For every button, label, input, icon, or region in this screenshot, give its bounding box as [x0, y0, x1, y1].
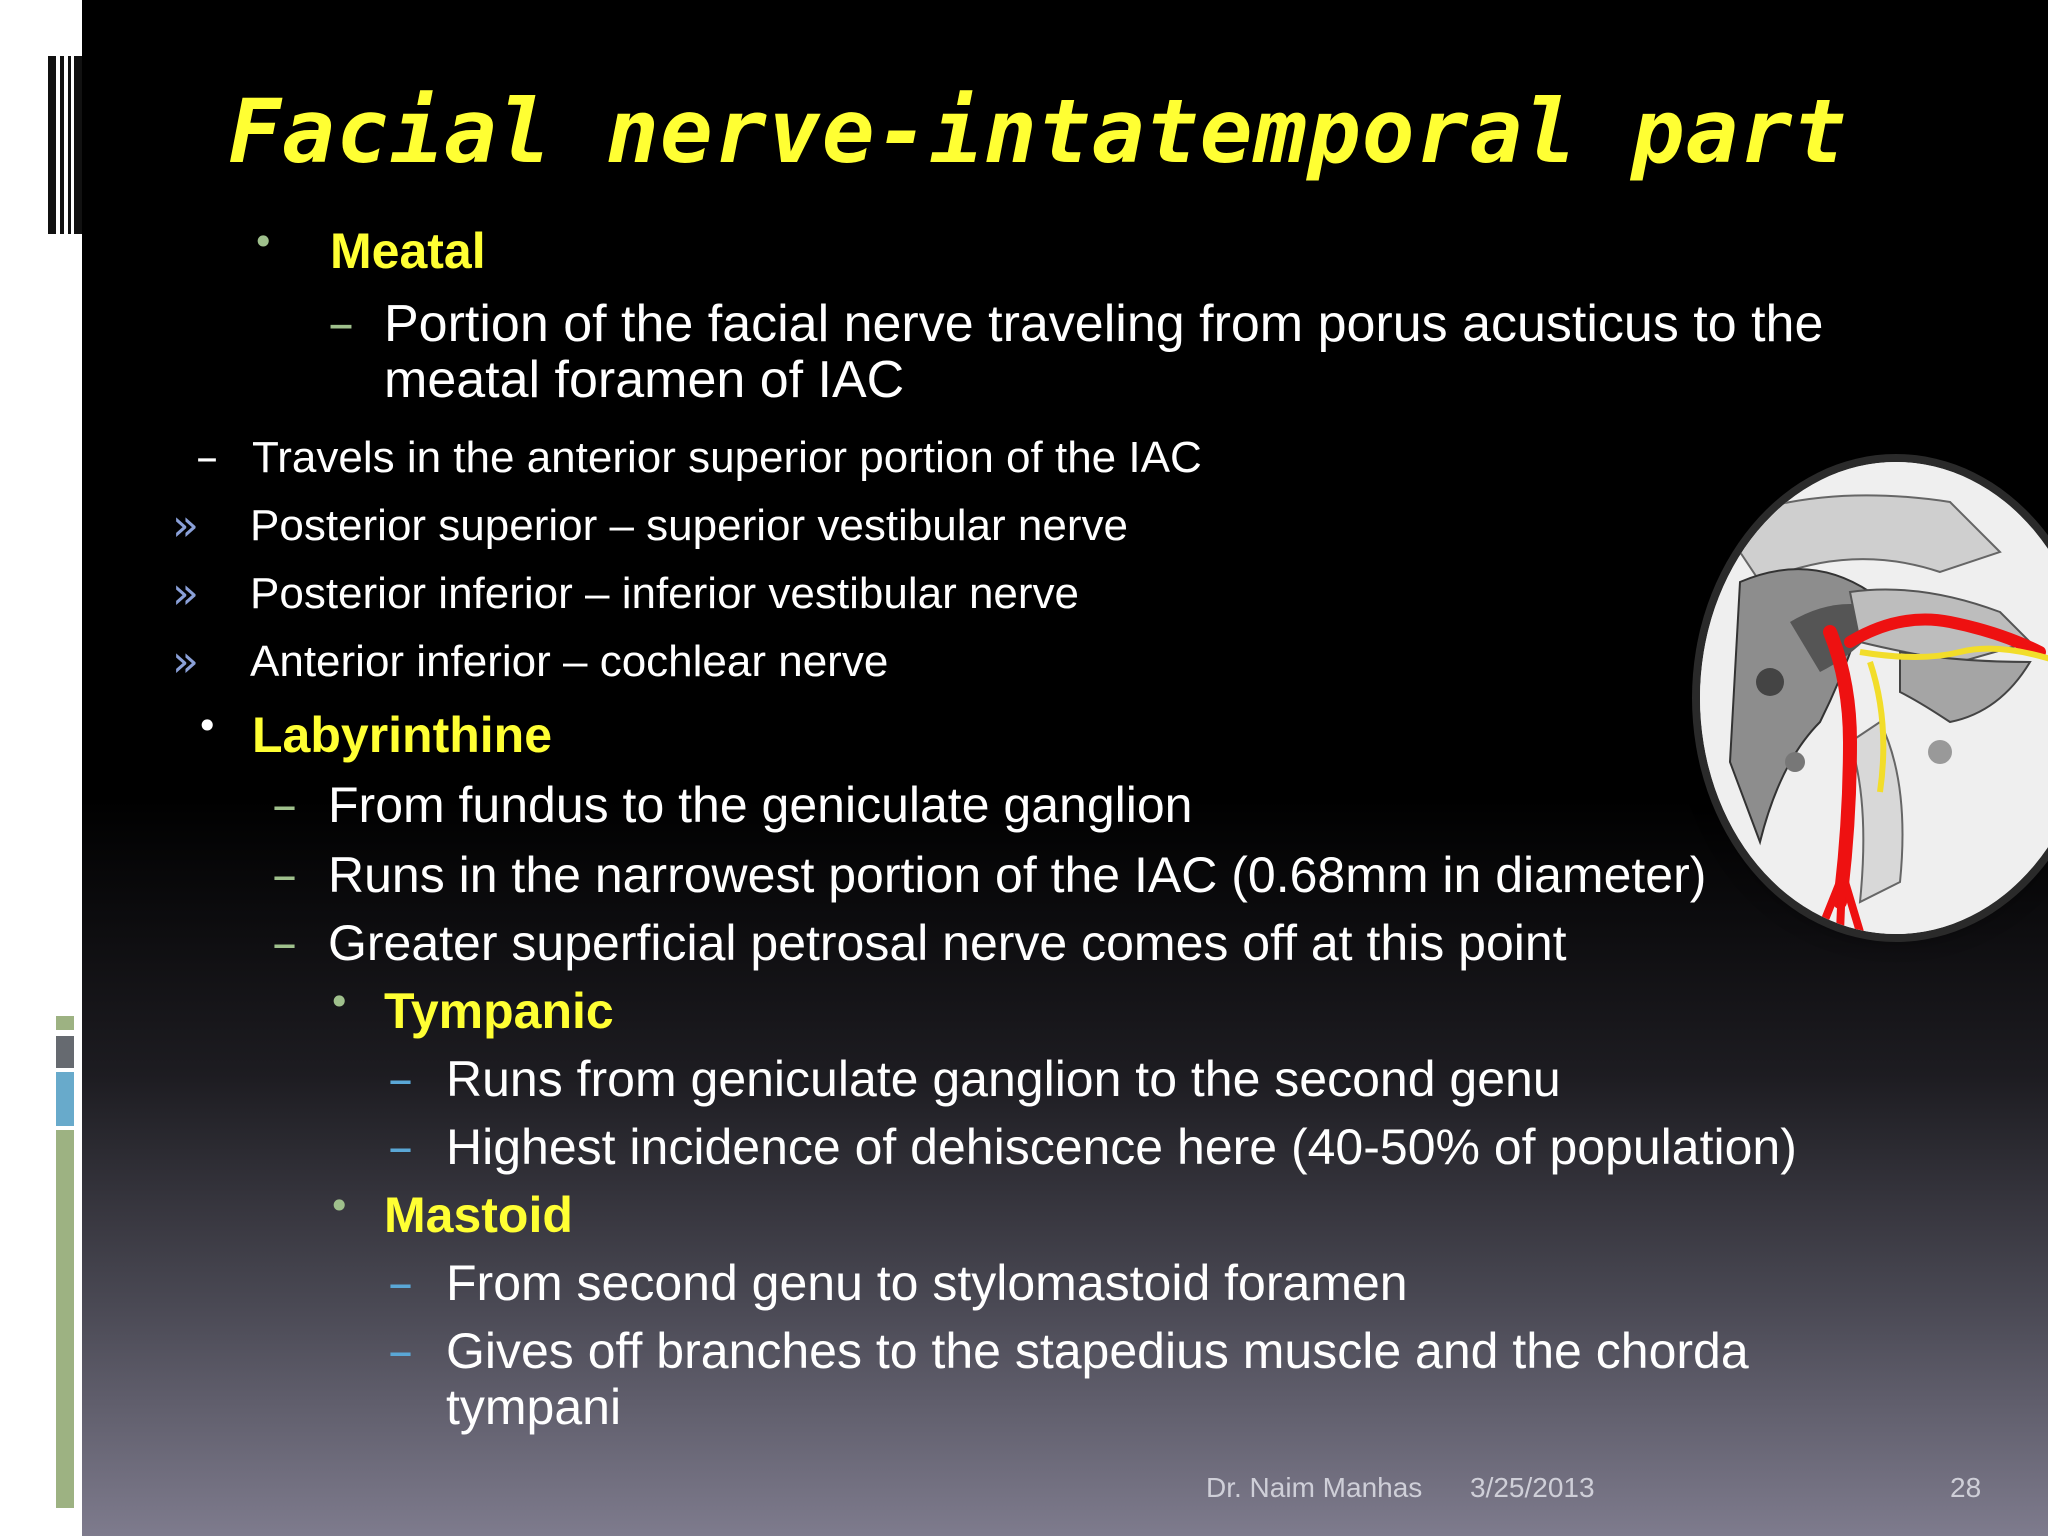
chevron-marker: » — [172, 636, 199, 687]
anatomy-drawing-icon — [1700, 462, 2048, 934]
bullet-iac-travel — [196, 432, 1202, 483]
bullet-text: Meatal — [330, 223, 486, 279]
bullet-tympanic-2 — [388, 1118, 1797, 1176]
dash-marker: – — [388, 1118, 413, 1176]
footer-page-number: 28 — [1950, 1472, 1982, 1503]
bullet-text: Gives off branches to the stapedius muscle and the chorda — [446, 1323, 1749, 1379]
facial-nerve-anatomy-illustration — [1700, 462, 2048, 934]
bullet-anterior-inferior — [172, 636, 888, 687]
bullet-meatal-desc-1 — [328, 294, 1823, 354]
chevron-marker: » — [172, 500, 199, 551]
footer-date: 3/25/2013 — [1470, 1472, 1595, 1503]
dash-marker: – — [388, 1254, 413, 1312]
bullet-text: Posterior inferior – inferior vestibular nerve — [250, 569, 1080, 618]
bullet-marker: • — [328, 1184, 351, 1228]
bullet-mastoid-1 — [388, 1254, 1408, 1312]
bullet-meatal-desc-2 — [384, 350, 904, 410]
dash-marker: – — [272, 914, 297, 972]
bullet-labyrinthine — [196, 706, 552, 764]
bullet-mastoid-2 — [388, 1322, 1749, 1380]
bullet-labyrinthine-3 — [272, 914, 1567, 972]
bullet-meatal — [252, 220, 486, 280]
bullet-posterior-superior — [172, 500, 1128, 551]
bullet-marker: • — [328, 980, 351, 1024]
bullet-labyrinthine-2 — [272, 846, 1706, 904]
dash-marker: – — [196, 432, 218, 483]
slide-canvas — [82, 0, 2048, 1536]
bullet-text: Tympanic — [384, 983, 614, 1039]
bullet-text: Posterior superior – superior vestibular nerve — [250, 501, 1128, 550]
bullet-text: From fundus to the geniculate ganglion — [328, 777, 1193, 833]
bullet-text: tympani — [446, 1379, 622, 1435]
dash-marker: – — [272, 776, 297, 834]
bullet-text: Highest incidence of dehiscence here (40-50% of population) — [446, 1119, 1797, 1175]
bullet-posterior-inferior — [172, 568, 1079, 619]
bullet-text: Travels in the anterior superior portion of the IAC — [252, 433, 1202, 482]
bullet-text: From second genu to stylomastoid foramen — [446, 1255, 1408, 1311]
chevron-marker: » — [172, 568, 199, 619]
bullet-marker: • — [252, 220, 275, 264]
bullet-text: Anterior inferior – cochlear nerve — [250, 637, 889, 686]
dash-marker: – — [388, 1322, 413, 1380]
bullet-text: Labyrinthine — [252, 707, 553, 763]
bullet-text: Runs in the narrowest portion of the IAC (0.68mm in diameter) — [328, 847, 1707, 903]
slide-left-strip — [0, 0, 82, 1536]
decorative-stripes — [46, 56, 82, 234]
footer-author: Dr. Naim Manhas — [1206, 1472, 1423, 1503]
bullet-text: Portion of the facial nerve traveling from porus acusticus to the — [384, 295, 1824, 353]
bullet-marker: • — [196, 704, 219, 748]
bullet-mastoid — [328, 1186, 573, 1244]
bullet-tympanic — [328, 982, 614, 1040]
dash-marker: – — [388, 1050, 413, 1108]
slide-title: Facial nerve-intatemporal part — [228, 80, 1848, 183]
bullet-text: Greater superficial petrosal nerve comes off at this point — [328, 915, 1567, 971]
bullet-tympanic-1 — [388, 1050, 1561, 1108]
bullet-text: Mastoid — [384, 1187, 573, 1243]
dash-marker: – — [328, 294, 354, 354]
bullet-text: meatal foramen of IAC — [384, 351, 905, 409]
bullet-labyrinthine-1 — [272, 776, 1192, 834]
dash-marker: – — [272, 846, 297, 904]
bullet-text: Runs from geniculate ganglion to the second genu — [446, 1051, 1561, 1107]
bullet-mastoid-3 — [446, 1378, 621, 1436]
